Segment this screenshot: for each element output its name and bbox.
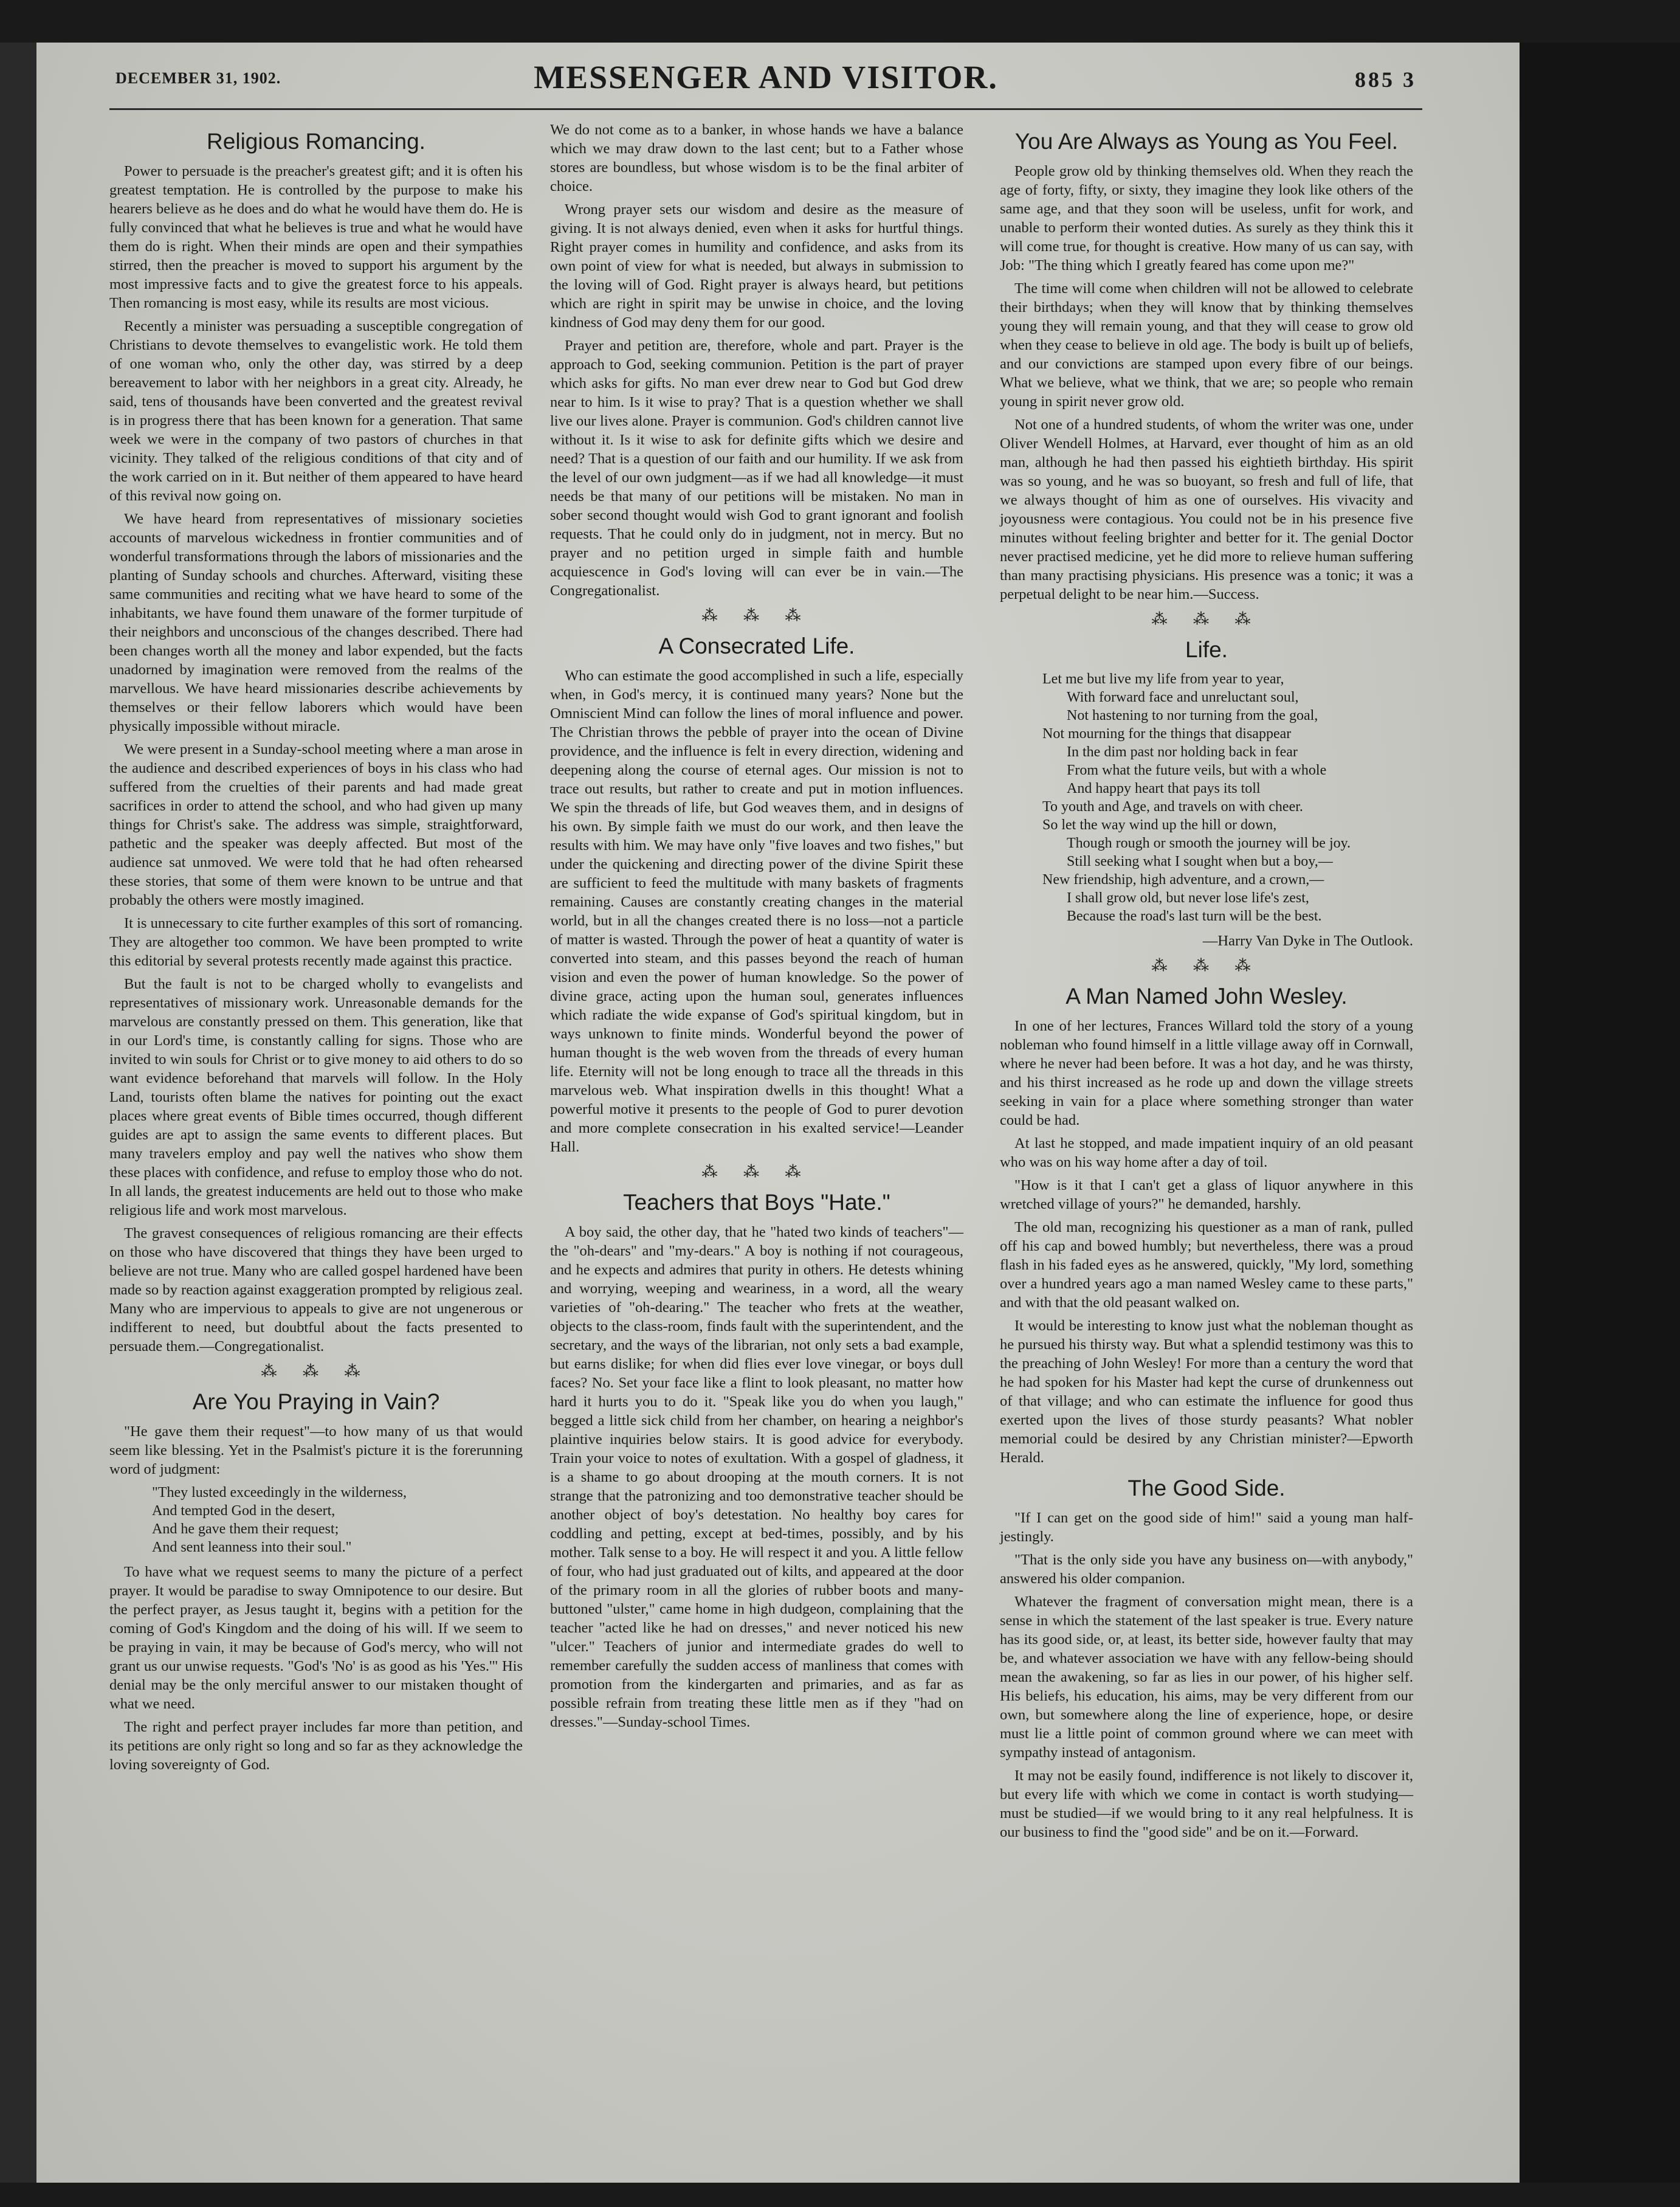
section-separator: ⁂ ⁂ ⁂ — [1151, 610, 1262, 628]
paragraph: Prayer and petition are, therefore, whole and part. Prayer is the approach to God, seeking communion. Petition is the part of prayer which asks for gifts. No man ever drew near to God but God drew near to him. Is it wise to pray? That is a question whether we shall live our lives alone. Prayer is communion. God's children cannot live without it. Is it wise to ask for definite gifts which we desire and need? That is a question of our faith and our humility. If we ask from the level of our own judgment—as if we had all knowledge—it must needs be that many of our petitions will be mistaken. No man in sober second thought would wish God to grant ignorant and foolish requests. That he could only do in judgment, not in mercy. But no prayer and no petition urged in simple faith and humble acquiescence in God's loving will can ever be in vain.—The Congregationalist. — [550, 337, 963, 599]
poem-line: And sent leanness into their soul." — [152, 1539, 352, 1555]
poem-line: Because the road's last turn will be the best. — [1067, 908, 1322, 924]
column-3 — [1000, 120, 1413, 1846]
masthead-rule — [109, 108, 1422, 110]
paragraph: Whatever the fragment of conversation might mean, there is a sense in which the statement of the last speaker is true. Every nature has its good side, or, at least, its better side, however faulty that may be, and whatever association we have with any fellow-being should mean the awakening, so far as lies in our power, of his higher self. His beliefs, his education, his aims, may be very different from our own, but somewhere along the line of experience, hope, or desire must lie a little point of common ground where we can meet with sympathy instead of antagonism. — [1000, 1594, 1413, 1761]
article-title-john-wesley: A Man Named John Wesley. — [1065, 984, 1348, 1009]
poem-line: Not mourning for the things that disappear — [1042, 726, 1292, 742]
paragraph: "If I can get on the good side of him!" said a young man half-jestingly. — [1000, 1510, 1413, 1545]
section-separator: ⁂ ⁂ ⁂ — [261, 1363, 371, 1380]
article-title-good-side: The Good Side. — [1127, 1476, 1286, 1501]
paragraph: In one of her lectures, Frances Willard told the story of a young nobleman who found himself in a little village away off in Cornwall, where he never had been before. It was a hot day, and he was thirsty, and his thirst increased as he rode up and down the village streets seeking in vain for a place where something stronger than water could be had. — [1000, 1018, 1413, 1128]
poem-line: So let the way wind up the hill or down, — [1042, 817, 1277, 833]
paragraph: It is unnecessary to cite further examples of this sort of romancing. They are altogether too common. We have been prompted to write this editorial by several protests recently made against this practice. — [109, 915, 523, 969]
life-poem — [1000, 670, 1413, 925]
paragraph: Not one of a hundred students, of whom the writer was one, under Oliver Wendell Holmes, at Harvard, ever thought of him as an old man, although he had then passed his eightieth birthday. His spirit was so young, and he was so buoyant, so fresh and full of life, that we always thought of him as one of ourselves. His vivacity and joyousness were contagious. You could not be in his presence five minutes without feeling brighter and better for it. The genial Doctor never practised medicine, yet he did more to relieve human suffering than many practising physicians. His presence was a tonic; it was a perpetual delight to be near him.—Success. — [1000, 416, 1413, 603]
paragraph: Wrong prayer sets our wisdom and desire as the measure of giving. It is not always denied, even when it asks for hurtful things. Right prayer comes in humility and confidence, and asks from its own point of view for what is needed, but always in submission to the loving will of God. Right prayer is always heard, but petitions which are right in spirit may be unwise in choice, and the loving kindness of God may deny them for our good. — [550, 201, 963, 331]
paragraph: Power to persuade is the preacher's greatest gift; and it is often his greatest temptation. He is controlled by the purpose to make his hearers believe as he does and do what he would have them do. He is fully convinced that what he believes is true and what he would have them do is right. When their minds are open and their sympathies stirred, then the preacher is moved to support his argument by the most impressive facts and to give the greatest force to his appeals. Then romancing is most easy, while its results are most vicious. — [109, 163, 523, 311]
paragraph: People grow old by thinking themselves old. When they reach the age of forty, fifty, or sixty, they imagine they look like others of the same age, and that they soon will be useless, unfit for work, and unable to perform their wonted duties. As surely as they think this it will come true, for thought is creative. How many of us can say, with Job: "The thing which I greatly feared has come upon me?" — [1000, 163, 1413, 274]
paragraph: "That is the only side you have any business on—with anybody," answered his older companion. — [1000, 1552, 1413, 1587]
poem-line: Though rough or smooth the journey will be joy. — [1067, 835, 1351, 851]
paragraph: Who can estimate the good accomplished in such a life, especially when, in God's mercy, it is continued many years? None but the Omniscient Mind can follow the lines of moral influence and power. The Christian throws the pebble of prayer into the ocean of Divine providence, and the influence is felt in every direction, widening and deepening along the course of eternal ages. Our mission is not to trace out results, but rather to create and put in motion influences. We spin the threads of life, but God weaves them, and in designs of his own. By simple faith we must do our work, and then leave the results with him. We may have only "five loaves and two fishes," but under the quickening and directing power of the divine Spirit these are sufficient to feed the multitude with many baskets of fragments remaining. Causes are constantly creating changes in the material world, but in all the changes created there is no loss—not a particle of matter is wasted. Through the power of heat a quantity of water is converted into steam, and this passes beyond the reach of human vision and even the power of human knowledge. So the power of divine grace, acting upon the human soul, generates influences which radiate the wide expanse of God's spiritual kingdom, but in ways unknown to finite minds. Wonderful beyond the power of human thought is the web woven from the threads of every human life. Eternity will not be long enough to trace all the threads in this marvelous web. What inspiration dwells in this thought! What a powerful motive it presents to the people of God to purer devotion and more complete consecration in his exalted service!—Leander Hall. — [550, 668, 963, 1155]
poem-line: New friendship, high adventure, and a crown,— — [1042, 872, 1324, 888]
paragraph: To have what we request seems to many the picture of a perfect prayer. It would be paradise to sway Omnipotence to our desire. But the perfect prayer, as Jesus taught it, begins with a petition for the coming of God's Kingdom and the doing of his will. If we seem to be praying in vain, it may be because of God's mercy, who will not grant us our unwise requests. "God's 'No' is as good as his 'Yes.'" His denial may be the only merciful answer to our mistaken thought of what we need. — [109, 1564, 523, 1712]
masthead — [115, 56, 1416, 105]
poem-line: I shall grow old, but never lose life's zest, — [1067, 890, 1309, 906]
article-title-praying-in-vain: Are You Praying in Vain? — [192, 1389, 440, 1414]
column-1 — [109, 120, 523, 1778]
paragraph: We do not come as to a banker, in whose hands we have a balance which we may draw down to the last cent; but to a Father whose stores are boundless, but whose wisdom is to be the final arbiter of choice. — [550, 122, 963, 195]
paragraph: "How is it that I can't get a glass of liquor anywhere in this wretched village of yours?" he demanded, harshly. — [1000, 1177, 1413, 1212]
paragraph: "He gave them their request"—to how many of us that would seem like blessing. Yet in the Psalmist's picture it is the forerunning word of judgment: — [109, 1423, 523, 1477]
poem-line: And he gave them their request; — [152, 1521, 339, 1537]
article-title-teachers-boys-hate: Teachers that Boys "Hate." — [623, 1190, 890, 1215]
scan-border-right — [1520, 43, 1680, 2183]
poem-line: Not hastening to nor turning from the goal, — [1067, 708, 1318, 724]
paragraph: The right and perfect prayer includes far more than petition, and its petitions are only right so long and so far as they acknowledge the loving sovereignty of God. — [109, 1719, 523, 1773]
paragraph: The gravest consequences of religious romancing are their effects on those who have discovered that things they have been urged to believe are not true. Many who are called gospel hardened have been made so by reaction against exaggeration prompted by religious zeal. Many who are impervious to appeals to give are not ungenerous or indifferent to need, but doubtful about the facts presented to persuade them.—Congregationalist. — [109, 1225, 523, 1355]
poem-line: And tempted God in the desert, — [152, 1503, 336, 1519]
paragraph: The old man, recognizing his questioner as a man of rank, pulled off his cap and bowed humbly; but nevertheless, there was a proud flash in his faded eyes as he answered, quickly, "My lord, something over a hundred years ago a man named Wesley came to these parts," and with that the old peasant walked on. — [1000, 1219, 1413, 1311]
article-title-religious-romancing: Religious Romancing. — [207, 129, 425, 154]
section-separator: ⁂ ⁂ ⁂ — [701, 1163, 812, 1181]
article-title-consecrated-life: A Consecrated Life. — [658, 634, 855, 658]
issue-date: DECEMBER 31, 1902. — [115, 69, 281, 87]
poem-line: "They lusted exceedingly in the wilderness, — [152, 1485, 407, 1501]
article-title-life: Life. — [1185, 637, 1228, 662]
paragraph: Recently a minister was persuading a susceptible congregation of Christians to devote themselves to evangelistic work. He told them of one woman who, only the other day, was stirred by a deep bereavement to labor with her neighbors in a great city. Already, he said, tens of thousands have been converted and the greatest revival is in progress there that has been known for a generation. That same week we were in the company of two pastors of churches in that vicinity. They talked of the religious conditions of that city and of the work carried on in it. But neither of them appeared to have heard of this revival now going on. — [109, 318, 523, 504]
poem-line: And happy heart that pays its toll — [1067, 781, 1261, 796]
paragraph: We have heard from representatives of missionary societies accounts of marvelous wickedness in frontier communities and of wonderful transformations through the labors of missionaries and the planting of Sunday schools and churches. Afterward, visiting these same communities and reciting what we have heard to some of the inhabitants, we have found them unaware of the former turpitude of their neighbors and unconscious of the changes described. There had been changes worth all the money and labor expended, but the facts unadorned by imagination were removed from the realms of the marvellous. We have heard missionaries describe achievements by themselves or their fellow laborers which would have been physically impossible without miracle. — [109, 511, 523, 734]
scan-border-left — [0, 43, 36, 2183]
poem-line: With forward face and unreluctant soul, — [1067, 689, 1299, 705]
paragraph: It would be interesting to know just what the nobleman thought as he pursued his thirsty way. But what a splendid testimony was this to the preaching of John Wesley! For more than a century the word that he had spoken for his Master had kept the curse of drunkenness out of that village; and who can estimate the influence for good thus exerted upon the lives of those sturdy peasants? What nobler memorial could be desired by any Christian minister?—Epworth Herald. — [1000, 1318, 1413, 1466]
poem-line: To youth and Age, and travels on with cheer. — [1042, 799, 1303, 815]
paragraph: A boy said, the other day, that he "hated two kinds of teachers"—the "oh-dears" and "my-dears." A boy is nothing if not courageous, and he expects and admires that purity in others. He detests whining and worrying, weeping and weariness, in a word, all the weary varieties of "oh-dearing." The teacher who frets at the weather, objects to the class-room, finds fault with the superintendent, and the secretary, and the ways of the librarian, not only sets a bad example, but earns dislike; for when did flies ever love vinegar, or boys dull faces? No. Set your face like a flint to look pleasant, no matter how hard it hurts you to do it. "Speak like you do when you laugh," begged a little sick child from her chamber, on hearing a neighbor's plaintive inquiries below stairs. It is good advice for everybody. Train your voice to notes of exultation. With a gospel of gladness, it is a shame to go about drooping at the mouth corners. It is not strange that the patronizing and too demonstrative teacher should be another object of boy's detestation. No healthy boy cares for coddling and petting, except at bed-times, possibly, and by his mother. Talk sense to a boy. He will respect it and you. A little fellow of four, who had just graduated out of kilts, and appeared at the door of the primary room in all the glories of rubber boots and many-buttoned "ulster," came home in high dudgeon, complaining that the teacher "acted like he had on dresses," and never noticed his new "ulcer." Teachers of junior and intermediate grades do well to remember carefully the sudden access of manliness that comes with promotion from the kindergarten and primaries, and as far as possible refrain from treating these little men as if they "had on dresses."—Sunday-school Times. — [550, 1224, 963, 1730]
paper-title: MESSENGER AND VISITOR. — [534, 59, 998, 95]
paragraph: It may not be easily found, indifference is not likely to discover it, but every life with which we come in contact is worth studying—must be studied—if we would bring to it any real helpfulness. It is our business to find the "good side" and be on it.—Forward. — [1000, 1767, 1413, 1840]
section-separator: ⁂ ⁂ ⁂ — [701, 607, 812, 624]
article-title-always-young: You Are Always as Young as You Feel. — [1014, 129, 1399, 154]
column-2 — [550, 120, 963, 1736]
poem-line: Let me but live my life from year to year, — [1042, 671, 1284, 687]
paragraph: At last he stopped, and made impatient inquiry of an old peasant who was on his way home after a day of toil. — [1000, 1135, 1413, 1170]
poem-attribution: —Harry Van Dyke in The Outlook. — [1202, 933, 1413, 949]
poem-line: From what the future veils, but with a whole — [1067, 762, 1327, 778]
section-separator: ⁂ ⁂ ⁂ — [1151, 957, 1262, 975]
poem-line: Still seeking what I sought when but a boy,— — [1067, 854, 1333, 869]
psalm-quote — [109, 1483, 523, 1556]
poem-line: In the dim past nor holding back in fear — [1067, 744, 1298, 760]
paragraph: We were present in a Sunday-school meeting where a man arose in the audience and described experiences of boys in his class who had suffered from the cruelties of their parents and had made great sacrifices in order to attend the school, and who had given up many things for Christ's sake. The address was simple, straightforward, pathetic and the speaker was deeply affected. But most of the audience sat unmoved. We were told that he had often rehearsed these stories, that some of them were known to be untrue and that probably the others were mostly imagined. — [109, 741, 523, 908]
paragraph: The time will come when children will not be allowed to celebrate their birthdays; when they will know that by thinking themselves young they will remain young, and that they will cease to grow old when they cease to believe in old age. The body is built up of beliefs, and our convictions are stamped upon every fibre of our beings. What we believe, what we think, that we are; so people who remain young in spirit never grow old. — [1000, 280, 1413, 410]
page-number: 885 3 — [1355, 67, 1416, 92]
paragraph: But the fault is not to be charged wholly to evangelists and representatives of missionary work. Unreasonable demands for the marvelous are constantly pressed on them. This generation, like that in our Lord's time, is constantly calling for signs. Those who are invited to win souls for Christ or to give money to aid others to do so want evidence beforehand that marvels will follow. In the Holy Land, tourists often blame the natives for pointing out the exact places where great events of Bible times occurred, though different guides are apt to assign the same events to different places. But many travelers employ and pay well the natives who show them these places with confidence, and refuse to employ those who do not. In all lands, the greatest inducements are held out to those who make religious life and work most marvelous. — [109, 976, 523, 1218]
